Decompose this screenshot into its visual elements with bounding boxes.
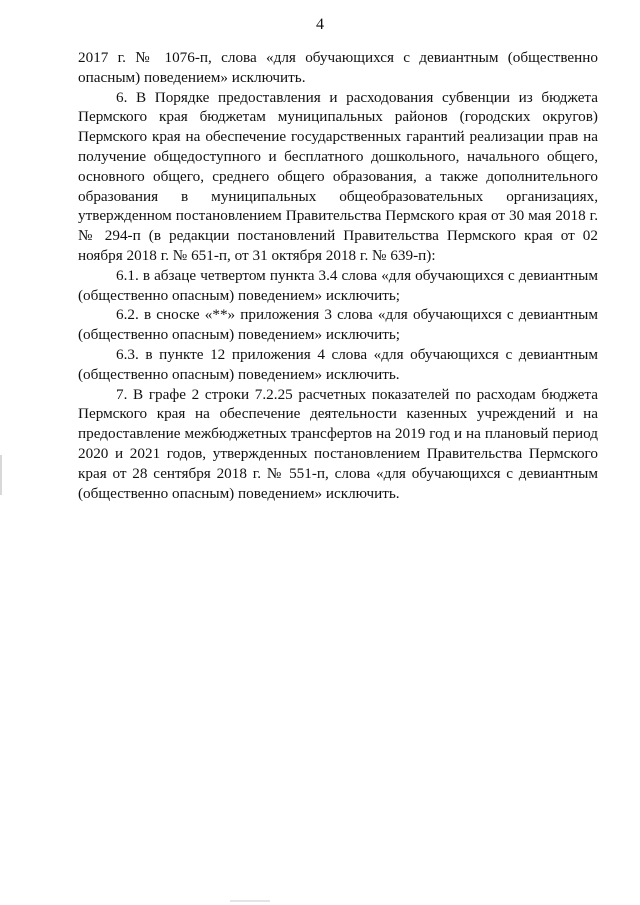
paragraph-item-6: 6. В Порядке предоставления и расходования субвенции из бюджета Пермского края бюджетам муниципальных районов (городских округов) Пермского края на обеспечение государственных гарантий реализации прав на получение общедоступного и бесплатного дошкольного, начального общего, основного общего, среднего общего образования, а также дополнительного образования в муниципальных общеобразовательных организациях, утвержденном постановлением Правительства Пермского края от 30 мая 2018 г. № 294-п (в редакции постановлений Правительства Пермского края от 02 ноября 2018 г. № 651-п, от 31 октября 2018 г. № 639-п): xyxy=(78,88,598,264)
scan-bottom-mark xyxy=(230,900,270,902)
paragraph-item-6-3: 6.3. в пункте 12 приложения 4 слова «для обучающихся с девиантным (общественно опасным) поведением» исключить. xyxy=(78,345,598,383)
paragraph-item-6-1: 6.1. в абзаце четвертом пункта 3.4 слова «для обучающихся с девиантным (общественно опасным) поведением» исключить; xyxy=(78,266,598,304)
document-body xyxy=(78,48,598,503)
page-number: 4 xyxy=(316,16,324,33)
paragraph-item-6-2: 6.2. в сноске «**» приложения 3 слова «для обучающихся с девиантным (общественно опасным) поведением» исключить; xyxy=(78,306,598,344)
paragraph-item-7: 7. В графе 2 строки 7.2.25 расчетных показателей по расходам бюджета Пермского края на обеспечение деятельности казенных учреждений и на предоставление межбюджетных трансфертов на 2019 год и на плановый период 2020 и 2021 годов, утвержденных постановлением Правительства Пермского края от 28 сентября 2018 г. № 551-п, слова «для обучающихся с девиантным (общественно опасным) поведением» исключить. xyxy=(78,385,598,502)
scan-edge-mark xyxy=(0,455,2,495)
paragraph-continuation: 2017 г. № 1076-п, слова «для обучающихся с девиантным (общественно опасным) поведением» исключить. xyxy=(78,49,598,86)
